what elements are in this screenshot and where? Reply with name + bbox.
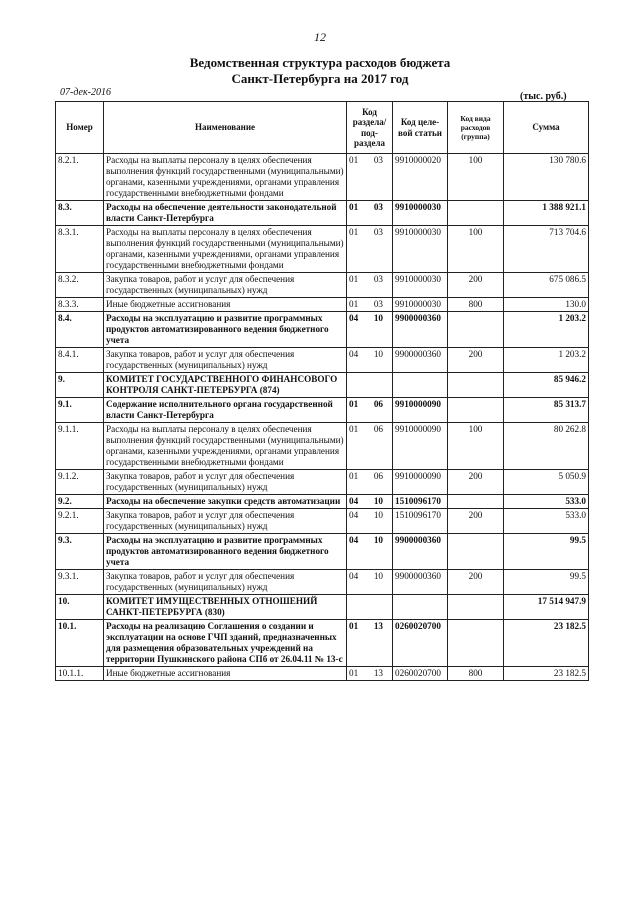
row-expense-type: 100 xyxy=(448,226,504,273)
row-section-code xyxy=(347,154,393,201)
table-row xyxy=(56,509,589,534)
row-number: 8.4. xyxy=(56,312,104,348)
section-code: 01 xyxy=(349,274,359,284)
table-row xyxy=(56,667,589,681)
row-expense-type: 200 xyxy=(448,570,504,595)
row-name: Иные бюджетные ассигнования xyxy=(104,667,347,681)
row-number: 8.2.1. xyxy=(56,154,104,201)
row-section-code xyxy=(347,398,393,423)
subsection-code: 03 xyxy=(373,274,383,284)
row-number: 9.1.1. xyxy=(56,423,104,470)
row-expense-type xyxy=(448,534,504,570)
row-sum: 130.0 xyxy=(504,298,589,312)
header-target-code: Код целе-вой статьи xyxy=(393,102,448,154)
row-number: 9.3. xyxy=(56,534,104,570)
row-sum: 675 086.5 xyxy=(504,273,589,298)
row-number: 8.3. xyxy=(56,201,104,226)
row-number: 8.4.1. xyxy=(56,348,104,373)
row-target-code: 9900000360 xyxy=(393,348,448,373)
table-body xyxy=(56,154,589,681)
section-code: 01 xyxy=(349,399,359,409)
row-number: 9. xyxy=(56,373,104,398)
table-row xyxy=(56,273,589,298)
row-name: Содержание исполнительного органа государственной власти Санкт-Петербурга xyxy=(104,398,347,423)
subsection-code: 06 xyxy=(373,471,383,481)
table-row xyxy=(56,534,589,570)
row-target-code: 1510096170 xyxy=(393,509,448,534)
row-expense-type: 100 xyxy=(448,423,504,470)
row-name: КОМИТЕТ ГОСУДАРСТВЕННОГО ФИНАНСОВОГО КОНТРОЛЯ САНКТ-ПЕТЕРБУРГА (874) xyxy=(104,373,347,398)
row-expense-type: 200 xyxy=(448,509,504,534)
row-sum: 17 514 947.9 xyxy=(504,595,589,620)
row-target-code: 0260020700 xyxy=(393,620,448,667)
section-code: 01 xyxy=(349,227,359,237)
row-sum: 23 182.5 xyxy=(504,667,589,681)
subsection-code: 03 xyxy=(373,227,383,237)
table-row xyxy=(56,470,589,495)
subsection-code: 10 xyxy=(373,496,383,506)
row-target-code: 9900000360 xyxy=(393,312,448,348)
subsection-code: 13 xyxy=(373,668,383,678)
row-number: 9.2. xyxy=(56,495,104,509)
row-name: Закупка товаров, работ и услуг для обеспечения государственных (муниципальных) нужд xyxy=(104,509,347,534)
row-number: 8.3.3. xyxy=(56,298,104,312)
row-expense-type xyxy=(448,398,504,423)
table-row xyxy=(56,398,589,423)
row-name: Расходы на реализацию Соглашения о создании и эксплуатации на основе ГЧП зданий, предназначенных для размещения образовательных учреждений на территории Пушкинского района СПб от 26.04.11 № 13-с xyxy=(104,620,347,667)
row-sum: 533.0 xyxy=(504,509,589,534)
table-row xyxy=(56,226,589,273)
section-code: 01 xyxy=(349,668,359,678)
row-section-code xyxy=(347,620,393,667)
row-section-code xyxy=(347,273,393,298)
header-number: Номер xyxy=(56,102,104,154)
section-code: 01 xyxy=(349,202,359,212)
row-sum: 85 946.2 xyxy=(504,373,589,398)
row-number: 8.3.1. xyxy=(56,226,104,273)
budget-table xyxy=(55,101,589,681)
row-section-code xyxy=(347,570,393,595)
section-code: 01 xyxy=(349,299,359,309)
row-expense-type xyxy=(448,373,504,398)
table-row xyxy=(56,495,589,509)
row-name: Расходы на обеспечение закупки средств автоматизации xyxy=(104,495,347,509)
table-row xyxy=(56,373,589,398)
row-name: Расходы на обеспечение деятельности законодательной власти Санкт-Петербурга xyxy=(104,201,347,226)
subsection-code: 06 xyxy=(373,399,383,409)
section-code: 01 xyxy=(349,621,359,631)
row-number: 9.2.1. xyxy=(56,509,104,534)
row-number: 9.1. xyxy=(56,398,104,423)
row-expense-type: 200 xyxy=(448,273,504,298)
row-target-code: 9910000090 xyxy=(393,470,448,495)
row-target-code: 9910000030 xyxy=(393,226,448,273)
row-target-code: 9910000030 xyxy=(393,298,448,312)
section-code: 04 xyxy=(349,313,359,323)
row-expense-type: 200 xyxy=(448,470,504,495)
table-row xyxy=(56,348,589,373)
row-section-code xyxy=(347,667,393,681)
row-name: Расходы на выплаты персоналу в целях обеспечения выполнения функций государственными (муниципальными) органами, казенными учреждениями, органами управления государственными внебюджетными фондами xyxy=(104,226,347,273)
row-sum: 1 388 921.1 xyxy=(504,201,589,226)
row-section-code xyxy=(347,595,393,620)
row-section-code xyxy=(347,509,393,534)
row-target-code: 9910000090 xyxy=(393,423,448,470)
subsection-code: 03 xyxy=(373,202,383,212)
row-sum: 5 050.9 xyxy=(504,470,589,495)
document-title xyxy=(0,55,640,87)
row-name: КОМИТЕТ ИМУЩЕСТВЕННЫХ ОТНОШЕНИЙ САНКТ-ПЕТЕРБУРГА (830) xyxy=(104,595,347,620)
row-section-code xyxy=(347,348,393,373)
row-expense-type xyxy=(448,495,504,509)
section-code: 04 xyxy=(349,535,359,545)
title-line-2: Санкт-Петербурга на 2017 год xyxy=(231,71,409,86)
row-section-code xyxy=(347,373,393,398)
row-number: 10. xyxy=(56,595,104,620)
row-sum: 23 182.5 xyxy=(504,620,589,667)
section-code: 01 xyxy=(349,471,359,481)
row-expense-type: 800 xyxy=(448,298,504,312)
section-code: 01 xyxy=(349,424,359,434)
section-code: 04 xyxy=(349,496,359,506)
row-section-code xyxy=(347,201,393,226)
table-row xyxy=(56,312,589,348)
row-target-code: 9900000360 xyxy=(393,570,448,595)
section-code: 04 xyxy=(349,571,359,581)
row-section-code xyxy=(347,470,393,495)
row-target-code xyxy=(393,595,448,620)
row-target-code: 9910000030 xyxy=(393,273,448,298)
row-name: Закупка товаров, работ и услуг для обеспечения государственных (муниципальных) нужд xyxy=(104,470,347,495)
subsection-code: 10 xyxy=(373,535,383,545)
section-code: 04 xyxy=(349,349,359,359)
header-sum: Сумма xyxy=(504,102,589,154)
row-sum: 130 780.6 xyxy=(504,154,589,201)
table-row xyxy=(56,201,589,226)
table-row xyxy=(56,620,589,667)
units-label: (тыс. руб.) xyxy=(520,91,567,102)
table-row xyxy=(56,570,589,595)
row-number: 9.3.1. xyxy=(56,570,104,595)
subsection-code: 13 xyxy=(373,621,383,631)
header-section-code: Код раздела/ под-раздела xyxy=(347,102,393,154)
row-number: 10.1. xyxy=(56,620,104,667)
title-line-1: Ведомственная структура расходов бюджета xyxy=(189,55,451,70)
row-target-code: 9910000030 xyxy=(393,201,448,226)
section-code: 01 xyxy=(349,155,359,165)
row-section-code xyxy=(347,226,393,273)
table-row xyxy=(56,595,589,620)
row-section-code xyxy=(347,423,393,470)
section-code: 04 xyxy=(349,510,359,520)
row-number: 8.3.2. xyxy=(56,273,104,298)
row-expense-type xyxy=(448,201,504,226)
row-target-code xyxy=(393,373,448,398)
row-name: Расходы на эксплуатацию и развитие программных продуктов автоматизированного ведения бюджетного учета xyxy=(104,534,347,570)
row-section-code xyxy=(347,312,393,348)
row-name: Расходы на выплаты персоналу в целях обеспечения выполнения функций государственными (муниципальными) органами, казенными учреждениями, органами управления государственными внебюджетными фондами xyxy=(104,423,347,470)
row-target-code: 1510096170 xyxy=(393,495,448,509)
row-sum: 713 704.6 xyxy=(504,226,589,273)
row-expense-type xyxy=(448,620,504,667)
row-name: Иные бюджетные ассигнования xyxy=(104,298,347,312)
table-row xyxy=(56,154,589,201)
subsection-code: 10 xyxy=(373,510,383,520)
row-name: Расходы на эксплуатацию и развитие программных продуктов автоматизированного ведения бюджетного учета xyxy=(104,312,347,348)
row-sum: 99.5 xyxy=(504,570,589,595)
row-sum: 80 262.8 xyxy=(504,423,589,470)
row-number: 9.1.2. xyxy=(56,470,104,495)
subsection-code: 10 xyxy=(373,313,383,323)
table-row xyxy=(56,423,589,470)
header-name: Наименование xyxy=(104,102,347,154)
row-expense-type xyxy=(448,595,504,620)
row-name: Закупка товаров, работ и услуг для обеспечения государственных (муниципальных) нужд xyxy=(104,570,347,595)
row-target-code: 9910000090 xyxy=(393,398,448,423)
subsection-code: 03 xyxy=(373,155,383,165)
header-expense-type-code: Код вида расходов (группа) xyxy=(448,102,504,154)
document-date: 07-дек-2016 xyxy=(60,87,111,98)
row-name: Закупка товаров, работ и услуг для обеспечения государственных (муниципальных) нужд xyxy=(104,273,347,298)
row-target-code: 9900000360 xyxy=(393,534,448,570)
row-expense-type: 100 xyxy=(448,154,504,201)
row-section-code xyxy=(347,298,393,312)
row-name: Закупка товаров, работ и услуг для обеспечения государственных (муниципальных) нужд xyxy=(104,348,347,373)
row-expense-type: 800 xyxy=(448,667,504,681)
row-sum: 533.0 xyxy=(504,495,589,509)
subsection-code: 03 xyxy=(373,299,383,309)
page-number: 12 xyxy=(314,30,326,44)
row-target-code: 0260020700 xyxy=(393,667,448,681)
row-sum: 1 203.2 xyxy=(504,348,589,373)
subsection-code: 10 xyxy=(373,571,383,581)
row-number: 10.1.1. xyxy=(56,667,104,681)
row-section-code xyxy=(347,495,393,509)
table-row xyxy=(56,298,589,312)
row-section-code xyxy=(347,534,393,570)
subsection-code: 06 xyxy=(373,424,383,434)
row-sum: 1 203.2 xyxy=(504,312,589,348)
subsection-code: 10 xyxy=(373,349,383,359)
row-target-code: 9910000020 xyxy=(393,154,448,201)
row-sum: 85 313.7 xyxy=(504,398,589,423)
row-sum: 99.5 xyxy=(504,534,589,570)
row-expense-type xyxy=(448,312,504,348)
row-name: Расходы на выплаты персоналу в целях обеспечения выполнения функций государственными (муниципальными) органами, казенными учреждениями, органами управления государственными внебюджетными фондами xyxy=(104,154,347,201)
row-expense-type: 200 xyxy=(448,348,504,373)
